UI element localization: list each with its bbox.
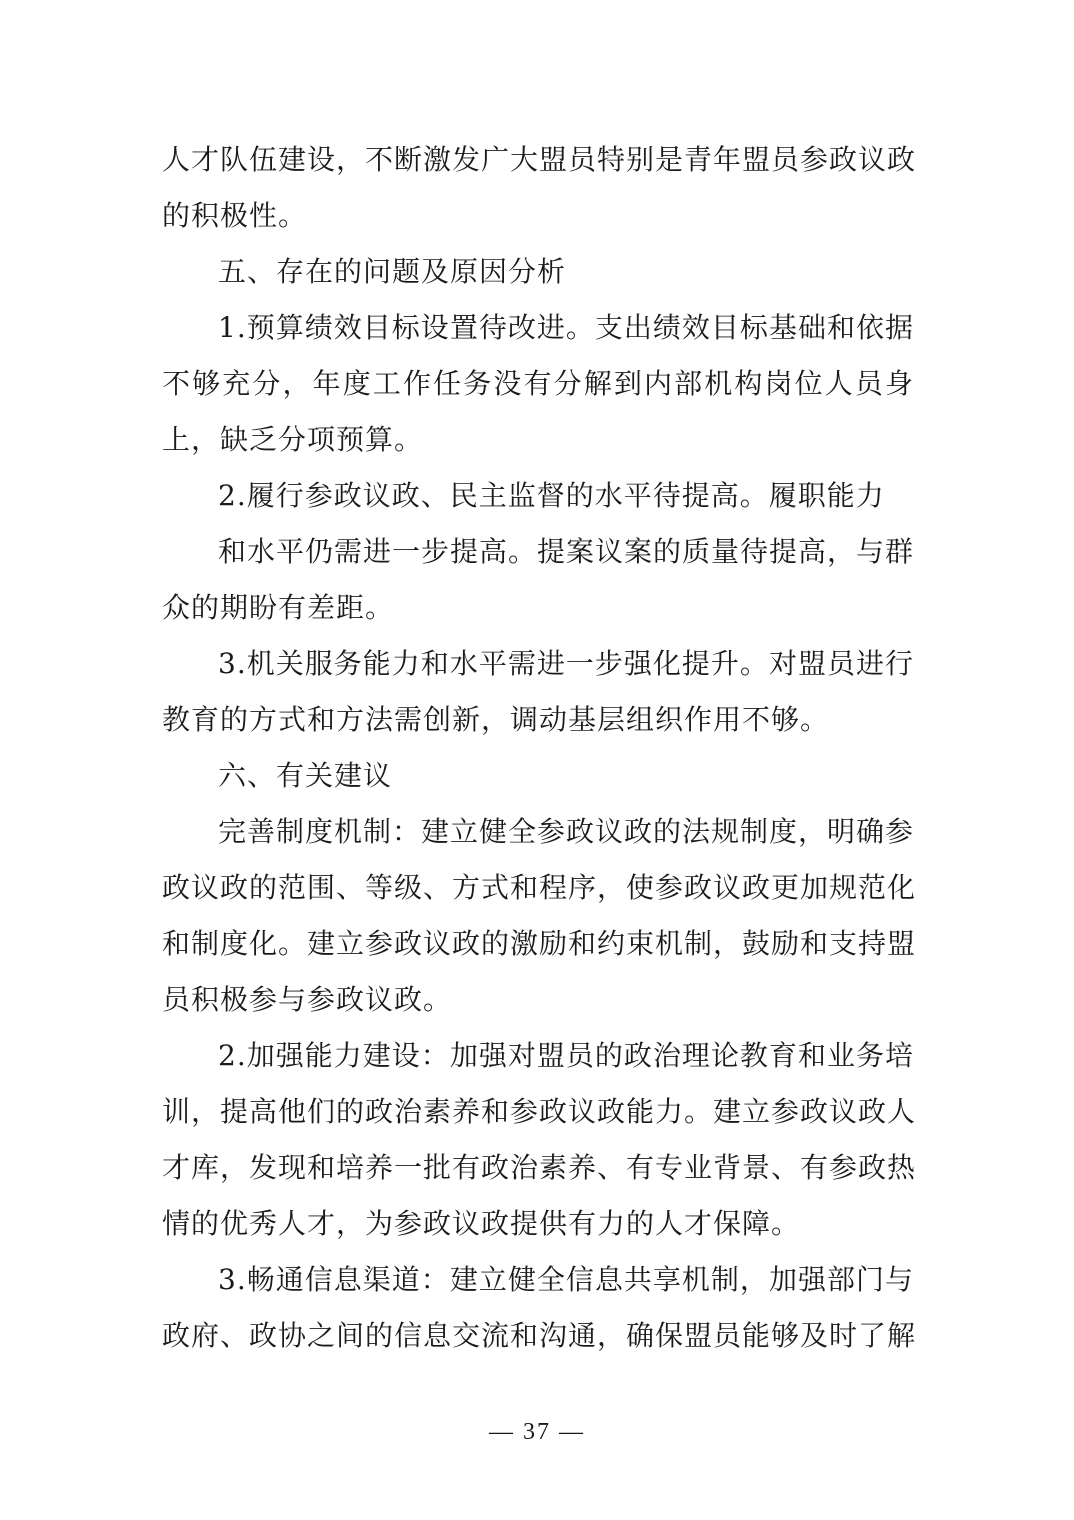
section-heading: 五、存在的问题及原因分析 (218, 255, 567, 288)
page-number: — 37 — (489, 1419, 585, 1445)
body-text-line: 众的期盼有差距。 (162, 591, 395, 624)
body-text-line: 2.履行参政议政、民主监督的水平待提高。履职能力 (218, 479, 885, 512)
body-text-line: 教育的方式和方法需创新，调动基层组织作用不够。 (162, 703, 830, 736)
body-text-line: 和水平仍需进一步提高。提案议案的质量待提高，与群 (218, 535, 915, 568)
body-text-line: 政府、政协之间的信息交流和沟通，确保盟员能够及时了解 (162, 1319, 917, 1352)
body-text-line: 人才队伍建设，不断激发广大盟员特别是青年盟员参政议政 (162, 143, 917, 176)
body-text-line: 政议政的范围、等级、方式和程序，使参政议政更加规范化 (162, 871, 917, 904)
body-text-line: 1.预算绩效目标设置待改进。支出绩效目标基础和依据 (218, 311, 914, 344)
body-text-line: 完善制度机制：建立健全参政议政的法规制度，明确参 (218, 815, 915, 848)
body-text-line: 的积极性。 (162, 199, 308, 232)
section-heading: 六、有关建议 (218, 759, 393, 792)
body-text-line: 才库，发现和培养一批有政治素养、有专业背景、有参政热 (162, 1151, 917, 1184)
body-text-line: 情的优秀人才，为参政议政提供有力的人才保障。 (162, 1207, 801, 1240)
body-text-line: 3.机关服务能力和水平需进一步强化提升。对盟员进行 (218, 647, 914, 680)
body-text-line: 员积极参与参政议政。 (162, 983, 453, 1016)
body-text-line: 训，提高他们的政治素养和参政议政能力。建立参政议政人 (162, 1095, 917, 1128)
body-text-line: 2.加强能力建设：加强对盟员的政治理论教育和业务培 (218, 1039, 914, 1072)
body-text-line: 3.畅通信息渠道：建立健全信息共享机制，加强部门与 (218, 1263, 914, 1296)
body-text-line: 和制度化。建立参政议政的激励和约束机制，鼓励和支持盟 (162, 927, 917, 960)
body-text-line: 不够充分，年度工作任务没有分解到内部机构岗位人员身 (162, 367, 914, 400)
body-text-line: 上，缺乏分项预算。 (162, 423, 424, 456)
